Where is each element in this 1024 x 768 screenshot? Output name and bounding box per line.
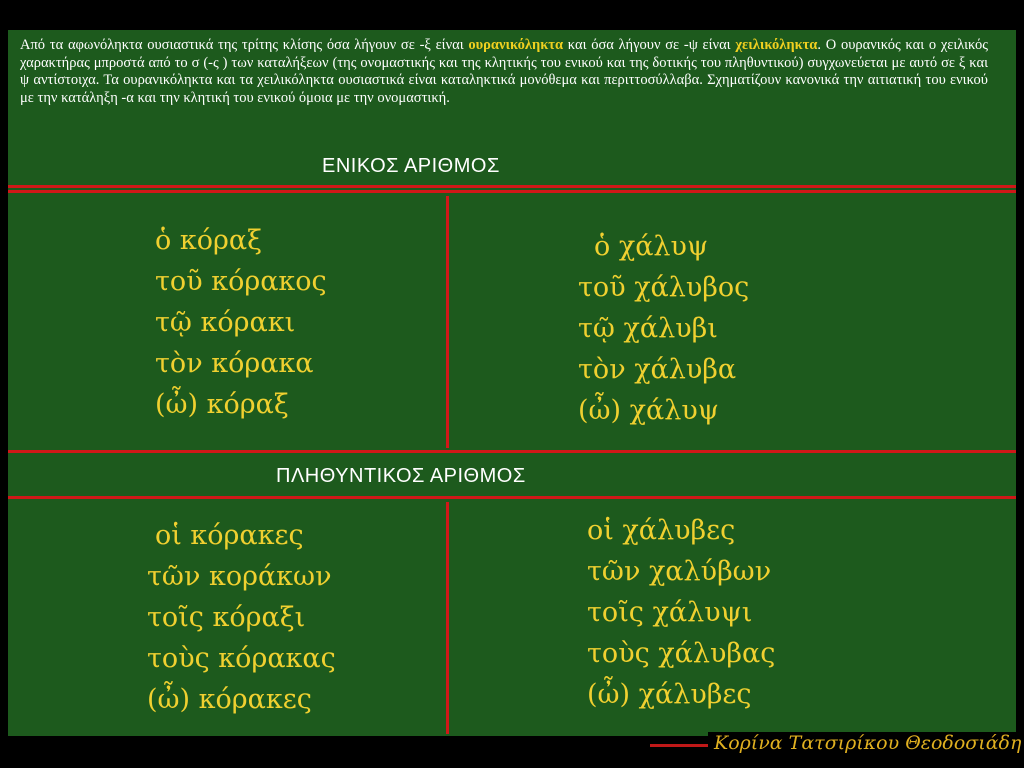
singular-chalyps-column — [578, 226, 749, 431]
form-row: τοῦ κόρακος — [155, 266, 327, 297]
form-row: (ὦ) χάλυβες — [587, 679, 752, 710]
form-row: ὁ κόραξ — [155, 225, 262, 256]
form-row: (ὦ) χάλυψ — [578, 395, 719, 426]
plural-chalyps-column — [587, 510, 775, 715]
term-ouranikolikta: ουρανικόληκτα — [468, 37, 564, 53]
form-row: τῶν χαλύβων — [587, 556, 772, 587]
form-row: τὸν χάλυβα — [578, 354, 737, 385]
plural-korax-column — [147, 515, 336, 720]
form-row: τῷ χάλυβι — [578, 313, 718, 344]
intro-paragraph — [20, 37, 988, 107]
plural-heading: ΠΛΗΘΥΝΤΙΚΟΣ ΑΡΙΘΜΟΣ — [276, 465, 526, 487]
form-row: τοῖς χάλυψι — [587, 597, 753, 628]
divider-under-singular-heading — [8, 190, 1016, 193]
divider-under-plural-heading — [8, 496, 1016, 499]
divider-top-plural — [8, 450, 1016, 453]
form-row: οἱ κόρακες — [155, 520, 304, 551]
intro-text-3: . Ο ουρανικός και ο χειλικός χαρακτήρας μπροστά από το σ (-ς ) των καταλήξεων (της ονομαστικής και της κλητικής του ενικού και της δοτικής του πληθυντικού) συγχωνεύεται με αυτό σε ξ και ψ αντίστοιχα. Τα ουρανικόληκτα και τα χειλικόληκτα ουσιαστικά είναι καταληκτικά μονόθεμα και περιττοσύλλαβα. Σχηματίζουν κανονικά την αιτιατική του ενικού με την κατάληξη -α και την κλητική του ενικού όμοια με την ονομαστική. — [20, 37, 988, 106]
intro-text-2: και όσα λήγουν σε -ψ είναι — [563, 37, 736, 53]
form-row: τοῖς κόραξι — [147, 602, 306, 633]
divider-top-singular — [8, 185, 1016, 188]
intro-text-1: Από τα αφωνόληκτα ουσιαστικά της τρίτης κλίσης όσα λήγουν σε -ξ είναι — [20, 37, 469, 53]
author-signature: Κορίνα Τατσιρίκου Θεοδοσιάδη — [708, 732, 1024, 754]
singular-heading: ΕΝΙΚΟΣ ΑΡΙΘΜΟΣ — [322, 155, 500, 177]
singular-korax-column — [155, 220, 327, 425]
form-row: τοὺς κόρακας — [147, 643, 336, 674]
divider-vertical-singular — [446, 196, 449, 448]
form-row: ὁ χάλυψ — [594, 231, 709, 262]
divider-vertical-plural — [446, 502, 449, 734]
term-cheilikolikta: χειλικόληκτα — [735, 37, 818, 53]
form-row: (ὦ) κόρακες — [147, 684, 312, 715]
form-row: τοὺς χάλυβας — [587, 638, 776, 669]
form-row: τῶν κοράκων — [147, 561, 332, 592]
form-row: οἱ χάλυβες — [587, 515, 736, 546]
form-row: τῷ κόρακι — [155, 307, 296, 338]
form-row: τοῦ χάλυβος — [578, 272, 750, 303]
form-row: (ὦ) κόραξ — [155, 389, 289, 420]
form-row: τὸν κόρακα — [155, 348, 314, 379]
